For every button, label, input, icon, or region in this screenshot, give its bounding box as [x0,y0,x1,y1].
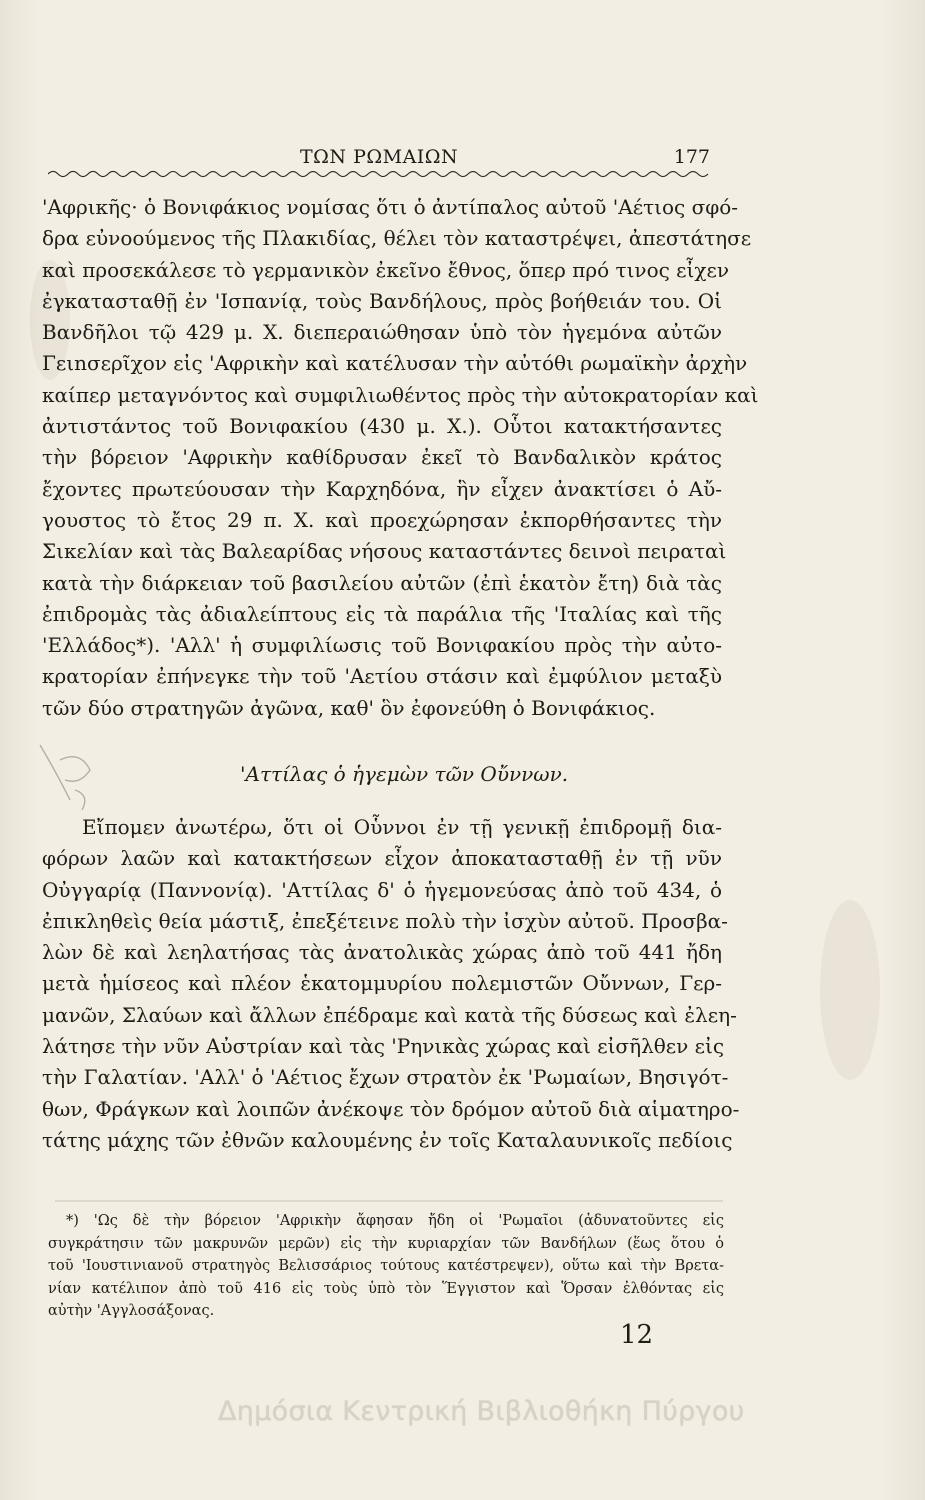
text-line: κατὰ τὴν διάρκειαν τοῦ βασιλείου αὐτῶν (ἐπὶ ἑκατὸν ἔτη) διὰ τὰς [42,570,722,595]
text-line: ἐγκατασταθῇ ἐν 'Ισπανίᾳ, τοὺς Βανδήλους, πρὸς βοήθειάν του. Οἱ [42,288,722,313]
text-line: τῶν δύο στρατηγῶν ἀγῶνα, καθ' ὃν ἐφονεύθη ὁ Βονιφάκιος. [42,695,656,720]
text-line: ἐπικληθεὶς θεία μάστιξ, ἐπεξέτεινε πολὺ τὴν ἰσχὺν αὐτοῦ. Προσβα- [42,908,728,933]
text-line: δρα εὐνοούμενος τῆς Πλακιδίας, θέλει τὸν καταστρέψει, ἀπεστάτησε [42,226,752,251]
text-line: ἐπιδρομὰς τὰς ἀδιαλείπτους εἰς τὰ παράλια τῆς 'Ιταλίας καὶ τῆς [42,601,722,626]
paragraph-2 [42,812,740,1156]
section-heading: 'Αττίλας ὁ ἡγεμὼν τῶν Οὔννων. [240,762,569,786]
text-line: τὴν Γαλατίαν. 'Αλλ' ὁ 'Αέτιος ἔχων στρατὸν ἐκ 'Ρωμαίων, Βησιγότ- [42,1065,729,1090]
text-line: τὴν βόρειον 'Αφρικὴν καθίδρυσαν ἐκεῖ τὸ Βανδαλικὸν κράτος [42,445,722,470]
text-line: Γειnσερῖχον εἰς 'Αφρικὴν καὶ κατέλυσαν τὴν αὐτόθι ρωμαϊκὴν ἀρχὴν [42,351,748,376]
footnote-line: αὐτὴν 'Αγγλοσάξονας. [48,1303,215,1319]
text-line: τάτης μάχης τῶν ἐθνῶν καλουμένης ἐν τοῖς Καταλαυνικοῖς πεδίοις [42,1127,733,1152]
text-line: Οὐγγαρίᾳ (Παννονίᾳ). 'Αττίλας δ' ὁ ἡγεμονεύσας ἀπὸ τοῦ 434, ὁ [42,877,722,902]
text-line: καίπερ μεταγνόντος καὶ συμφιλιωθέντος πρὸς τὴν αὐτοκρατορίαν καὶ [42,382,759,407]
text-line: κρατορίαν ἐπήνεγκε τὴν τοῦ 'Αετίου στάσιν καὶ ἐμφύλιον μεταξὺ [42,664,722,689]
text-line: γουστος τὸ ἔτος 29 π. Χ. καὶ προεχώρησαν ἐκπορθήσαντες τὴν [42,507,722,532]
footnote-line: *) 'Ως δὲ τὴν βόρειον 'Αφρικὴν ἄφησαν ἤδη οἱ 'Ρωμαῖοι (ἀδυνατοῦντες εἰς [66,1213,724,1229]
text-line: λάτησε τὴν νῦν Αὐστρίαν καὶ τὰς 'Ρηνικὰς χώρας καὶ εἰσῆλθεν εἰς [42,1034,725,1059]
text-line: Εἴπομεν ἀνωτέρω, ὅτι οἱ Οὗννοι ἐν τῇ γενικῇ ἐπιδρομῇ δια- [82,815,722,839]
running-title: ΤΩΝ ΡΩΜΑΙΩΝ [300,146,459,168]
wavy-rule-ornament [48,168,713,180]
text-line: Σικελίαν καὶ τὰς Βαλεαρίδας νήσους καταστάντες δεινοὶ πειραταὶ [42,539,727,564]
text-line: μανῶν, Σλαύων καὶ ἄλλων ἐπέδραμε καὶ κατὰ τῆς δύσεως καὶ ἐλεη- [42,1002,737,1027]
text-line: ἔχοντες πρωτεύουσαν τὴν Καρχηδόνα, ἣν εἶχεν ἀνακτίσει ὁ Αὔ- [42,476,722,501]
text-line: Βανδῆλοι τῷ 429 μ. Χ. διεπεραιώθησαν ὑπὸ τὸν ἡγεμόνα αὐτῶν [42,320,722,345]
text-line: ἀντιστάντος τοῦ Βονιφακίου (430 μ. Χ.). Οὗτοι κατακτήσαντες [42,414,722,439]
library-watermark: Δημόσια Κεντρική Βιβλιοθήκη Πύργου [218,1396,745,1427]
text-line: λὼν δὲ καὶ λεηλατήσας τὰς ἀνατολικὰς χώρας ἀπὸ τοῦ 441 ἤδη [42,940,722,965]
text-line: μετὰ ἡμίσεος καὶ πλέον ἑκατομμυρίου πολεμιστῶν Οὔννων, Γερ- [42,971,722,996]
text-line: φόρων λαῶν καὶ κατακτήσεων εἶχον ἀποκατασταθῇ ἐν τῇ νῦν [42,846,722,871]
footnote-line: συγκράτησιν τῶν μακρυνῶν μερῶν) εἰς τὴν κυριαρχίαν τῶν Βανδήλων (ἕως ὅτου ὁ [48,1235,724,1252]
text-line: καὶ προσεκάλεσε τὸ γερμανικὸν ἐκεῖνο ἔθνος, ὅπερ πρό τινος εἶχεν [42,257,730,282]
text-line: θων, Φράγκων καὶ λοιπῶν ἀνέκοψε τὸν δρόμον αὐτοῦ διὰ αἱματηρο- [42,1096,740,1121]
paragraph-1 [42,192,759,724]
text-line: 'Ελλάδος*). 'Αλλ' ἡ συμφιλίωσις τοῦ Βονιφακίου πρὸς τὴν αὐτο- [42,633,722,658]
paper-stain [820,900,880,1080]
footnote-divider [55,1200,723,1202]
footnotes [48,1210,724,1323]
footnote-line: νίαν κατέλιπον ἀπὸ τοῦ 416 εἰς τοὺς ὑπὸ τὸν Ἕγγιστον καὶ Ὅρσαν ἐλθόντας εἰς [48,1280,724,1297]
footnote-line: τοῦ 'Ιουστινιανοῦ στρατηγὸς Βελισσάριος τούτους κατέστρεψεν), οὕτω καὶ τὴν Βρετα- [48,1258,724,1274]
signature-mark: 12 [620,1320,654,1350]
text-line: 'Αφρικῆς· ὁ Βονιφάκιος νομίσας ὅτι ὁ ἀντίπαλος αὐτοῦ 'Αέτιος σφό- [42,195,739,219]
page-number: 177 [673,146,710,168]
